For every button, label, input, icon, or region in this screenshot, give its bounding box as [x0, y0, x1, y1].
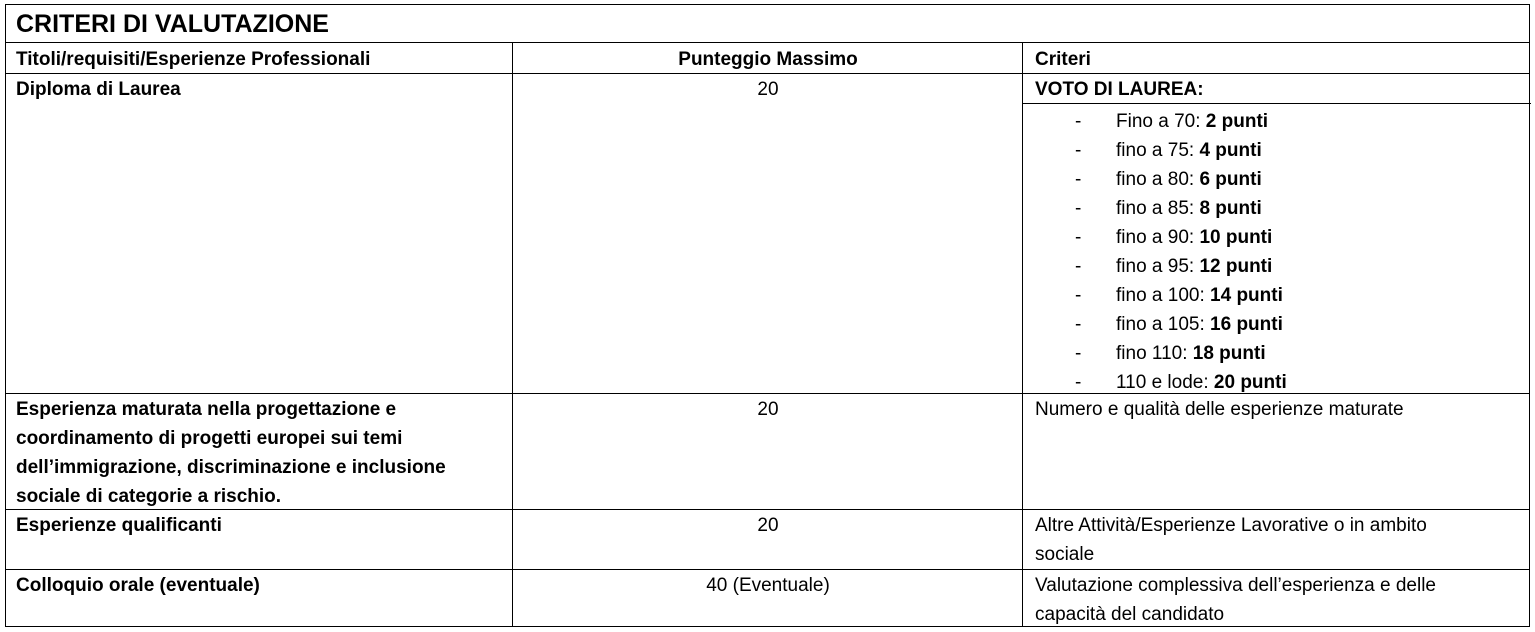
list-item [1023, 223, 1531, 252]
grade-label: fino a 75: [1116, 140, 1200, 161]
row-diploma-criteria-heading: VOTO DI LAUREA: [1035, 79, 1204, 100]
grade-points: 6 punti [1199, 169, 1262, 190]
row-esperienza-criteria: Numero e qualità delle esperienze maturate [1035, 399, 1404, 420]
row-colloquio-title: Colloquio orale (eventuale) [16, 575, 260, 596]
title-line: coordinamento di progetti europei sui temi [16, 428, 403, 449]
evaluation-criteria-table [5, 4, 1530, 627]
list-item [1023, 368, 1531, 397]
grade-label: fino a 80: [1116, 169, 1200, 190]
criteria-line: sociale [1035, 544, 1095, 565]
grade-label: Fino a 70: [1116, 111, 1206, 132]
row-diploma-score: 20 [757, 79, 779, 100]
grade-points: 14 punti [1210, 285, 1283, 306]
list-dash: - [1075, 227, 1082, 248]
header-punteggio: Punteggio Massimo [678, 49, 858, 70]
list-dash: - [1075, 256, 1082, 277]
list-dash: - [1075, 198, 1082, 219]
table-title: CRITERI DI VALUTAZIONE [6, 5, 1529, 43]
list-dash: - [1075, 314, 1082, 335]
list-dash: - [1075, 372, 1082, 393]
list-dash: - [1075, 343, 1082, 364]
list-item [1023, 165, 1531, 194]
title-line: Esperienza maturata nella progettazione e [16, 399, 397, 420]
grade-points: 8 punti [1199, 198, 1262, 219]
title-line: sociale di categorie a rischio. [16, 486, 282, 507]
list-dash: - [1075, 169, 1082, 190]
row-esperienza-score: 20 [757, 399, 779, 420]
criteria-line: Altre Attività/Esperienze Lavorative o in ambito [1035, 515, 1427, 536]
grade-points: 10 punti [1199, 227, 1273, 248]
list-item [1023, 107, 1531, 136]
list-dash: - [1075, 140, 1082, 161]
list-item [1023, 136, 1531, 165]
grade-points: 12 punti [1199, 256, 1273, 277]
list-item [1023, 281, 1531, 310]
criteria-line: Valutazione complessiva dell’esperienza e delle [1035, 575, 1436, 596]
row-qualificanti-criteria [1023, 511, 1531, 569]
row-diploma-title: Diploma di Laurea [16, 79, 181, 100]
row-esperienza-title [6, 395, 513, 511]
grade-list [1023, 107, 1531, 397]
header-titoli: Titoli/requisiti/Esperienze Professionali [16, 49, 371, 70]
grade-label: fino a 100: [1116, 285, 1211, 306]
row-colloquio-score: 40 (Eventuale) [706, 575, 830, 596]
grade-points: 18 punti [1192, 343, 1266, 364]
grade-label: fino a 105: [1116, 314, 1211, 335]
grade-label: fino a 95: [1116, 256, 1200, 277]
criteria-line: capacità del candidato [1035, 604, 1225, 625]
title-line: dell’immigrazione, discriminazione e inclusione [16, 457, 446, 478]
list-item [1023, 310, 1531, 339]
row-qualificanti-score: 20 [757, 515, 779, 536]
grade-label: 110 e lode: [1116, 372, 1214, 393]
row-colloquio-criteria [1023, 571, 1531, 629]
grade-points: 2 punti [1205, 111, 1269, 132]
list-item [1023, 194, 1531, 223]
grade-points: 4 punti [1199, 140, 1262, 161]
row-divider-3 [6, 569, 1529, 570]
row-qualificanti-title: Esperienze qualificanti [16, 515, 222, 536]
grade-label: fino 110: [1116, 343, 1193, 364]
grade-label: fino a 90: [1116, 227, 1200, 248]
grade-points: 16 punti [1210, 314, 1283, 335]
list-item [1023, 252, 1531, 281]
list-dash: - [1075, 111, 1082, 132]
grade-points: 20 punti [1213, 372, 1287, 393]
list-dash: - [1075, 285, 1082, 306]
header-criteri: Criteri [1035, 49, 1091, 70]
list-item [1023, 339, 1531, 368]
grade-label: fino a 85: [1116, 198, 1200, 219]
